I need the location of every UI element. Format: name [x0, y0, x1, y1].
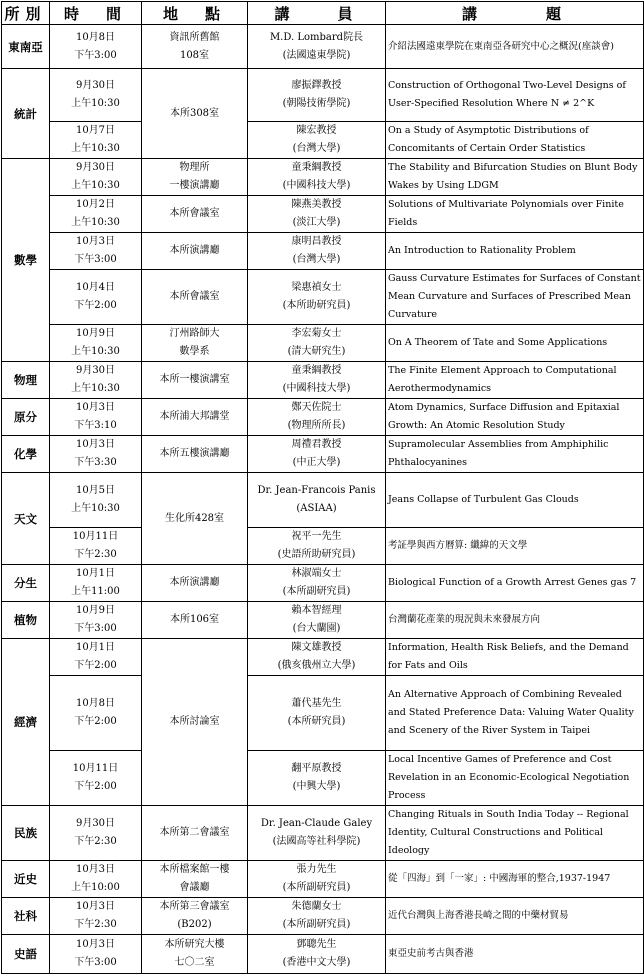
speaker-affiliation: (本所副研究員): [282, 919, 351, 930]
hour-text: 上午11:00: [71, 586, 120, 597]
speaker-cell: [248, 122, 386, 159]
lecture-title: An Introduction to Rationality Problem: [386, 233, 644, 270]
time-cell: [50, 935, 142, 974]
table-row: [2, 806, 644, 861]
table-row: [2, 639, 644, 676]
speaker-name: 鄭天佐院士: [291, 402, 342, 413]
hour-text: 下午3:10: [74, 420, 117, 431]
date-text: 10月8日: [75, 698, 116, 709]
date-text: 10月3日: [75, 939, 116, 950]
place-line: 本所演講廳: [169, 577, 220, 588]
lecture-title: 近代台灣與上海香港長崎之間的中藥材貿易: [386, 898, 644, 935]
place-cell: [142, 362, 248, 399]
speaker-cell: [248, 528, 386, 565]
field-cell: 原分: [2, 399, 50, 436]
speaker-affiliation: (台灣大學): [292, 254, 341, 265]
speaker-cell: [248, 436, 386, 473]
table-row: [2, 935, 644, 974]
place-line: 會議廳: [179, 882, 210, 893]
date-text: 10月9日: [75, 328, 116, 339]
hour-text: 上午10:00: [71, 882, 120, 893]
speaker-affiliation: (本所研究員): [287, 716, 346, 727]
speaker-affiliation: (台大蘭園): [292, 623, 341, 634]
lecture-title: Changing Rituals in South India Today -- Regional Identity, Cultural Constructions and Political Ideology: [386, 806, 644, 861]
date-text: 10月1日: [75, 642, 116, 653]
field-cell: 統計: [2, 69, 50, 159]
time-cell: [50, 898, 142, 935]
place-cell: [142, 399, 248, 436]
hour-text: 下午2:30: [74, 836, 117, 847]
speaker-cell: [248, 325, 386, 362]
place-line: 本所106室: [169, 614, 220, 625]
field-cell: 分生: [2, 565, 50, 602]
lecture-title: 從「四海」到「一家」: 中國海軍的整合,1937-1947: [386, 861, 644, 898]
hour-text: 上午10:30: [71, 98, 120, 109]
header-place: 地 點: [142, 2, 248, 25]
lecture-title: On A Theorem of Tate and Some Applications: [386, 325, 644, 362]
table-body: [2, 25, 644, 974]
header-field: 所別: [2, 2, 50, 25]
field-cell: 史語: [2, 935, 50, 974]
hour-text: 下午3:00: [74, 623, 117, 634]
speaker-name: 林淑端女士: [291, 568, 342, 579]
speaker-name: 張力先生: [296, 864, 337, 875]
speaker-affiliation: (本所副研究員): [282, 586, 351, 597]
header-title: 講 題: [386, 2, 644, 25]
table-row: [2, 751, 644, 806]
place-line: 本所演講廳: [169, 245, 220, 256]
speaker-affiliation: (中正大學): [292, 457, 341, 468]
place-cell: [142, 69, 248, 159]
speaker-name: 朱德蘭女士: [291, 901, 342, 912]
hour-text: 下午2:00: [74, 781, 117, 792]
time-cell: [50, 602, 142, 639]
table-row: [2, 25, 644, 69]
field-cell: 經濟: [2, 639, 50, 806]
speaker-name: 蕭代基先生: [291, 698, 342, 709]
lecture-schedule-table: [1, 1, 644, 974]
place-cell: [142, 25, 248, 69]
time-cell: [50, 806, 142, 861]
field-cell: 植物: [2, 602, 50, 639]
time-cell: [50, 528, 142, 565]
speaker-name: 童秉綱教授: [291, 365, 342, 376]
speaker-cell: [248, 69, 386, 122]
speaker-name: 祝平一先生: [291, 531, 342, 542]
speaker-cell: [248, 639, 386, 676]
date-text: 10月3日: [75, 439, 116, 450]
speaker-name: 陳燕美教授: [291, 199, 342, 210]
time-cell: [50, 69, 142, 122]
speaker-cell: [248, 399, 386, 436]
speaker-name: 周禮君教授: [291, 439, 342, 450]
place-line: 七〇二室: [174, 957, 215, 968]
speaker-affiliation: (史語所助研究員): [277, 549, 356, 560]
date-text: 10月7日: [75, 125, 116, 136]
time-cell: [50, 159, 142, 196]
place-line: 數學系: [179, 346, 210, 357]
place-line: 物理所: [179, 162, 210, 173]
speaker-name: Dr. Jean-Claude Galey: [260, 818, 373, 829]
speaker-affiliation: (朝陽技術學院): [282, 98, 351, 109]
place-cell: [142, 861, 248, 898]
speaker-affiliation: (俄亥俄州立大學): [277, 660, 356, 671]
time-cell: [50, 362, 142, 399]
time-cell: [50, 861, 142, 898]
lecture-title: Atom Dynamics, Surface Diffusion and Epitaxial Growth: An Atomic Resolution Study: [386, 399, 644, 436]
table-row: [2, 270, 644, 325]
lecture-title: 考証學與西方曆算: 纖緯的天文學: [386, 528, 644, 565]
time-cell: [50, 25, 142, 69]
speaker-affiliation: (台灣大學): [292, 143, 341, 154]
hour-text: 上午10:30: [71, 143, 120, 154]
time-cell: [50, 325, 142, 362]
hour-text: 上午10:30: [71, 217, 120, 228]
table-row: [2, 676, 644, 751]
hour-text: 下午2:00: [74, 300, 117, 311]
time-cell: [50, 270, 142, 325]
speaker-name: 廖振鐸教授: [291, 80, 342, 91]
table-row: [2, 473, 644, 528]
speaker-affiliation: (本所副研究員): [282, 882, 351, 893]
lecture-title: The Stability and Bifurcation Studies on Blunt Body Wakes by Using LDGM: [386, 159, 644, 196]
lecture-title: Construction of Orthogonal Two-Level Designs of User-Specified Resolution Where N ≠ 2^K: [386, 69, 644, 122]
place-line: 本所會議室: [169, 291, 220, 302]
hour-text: 下午2:00: [74, 716, 117, 727]
hour-text: 下午2:30: [74, 919, 117, 930]
speaker-cell: [248, 676, 386, 751]
field-cell: 東南亞: [2, 25, 50, 69]
speaker-affiliation: (清大研究生): [287, 346, 346, 357]
speaker-cell: [248, 898, 386, 935]
date-text: 10月3日: [75, 864, 116, 875]
hour-text: 下午3:00: [74, 49, 117, 61]
lecture-title: An Alternative Approach of Combining Revealed and Stated Preference Data: Valuing Water Quality and Scenery of the River System in Taipei: [386, 676, 644, 751]
time-cell: [50, 122, 142, 159]
place-line: 生化所428室: [164, 512, 225, 524]
lecture-title: Gauss Curvature Estimates for Surfaces of Constant Mean Curvature and Surfaces of Prescribed Mean Curvature: [386, 270, 644, 325]
date-text: 10月9日: [75, 605, 116, 616]
table-row: [2, 565, 644, 602]
speaker-cell: [248, 233, 386, 270]
hour-text: 下午2:00: [74, 660, 117, 671]
lecture-title: Biological Function of a Growth Arrest Genes gas 7: [386, 565, 644, 602]
hour-text: 下午2:30: [74, 549, 117, 560]
place-cell: [142, 473, 248, 565]
table-row: [2, 159, 644, 196]
lecture-title: Jeans Collapse of Turbulent Gas Clouds: [386, 473, 644, 528]
field-cell: 物理: [2, 362, 50, 399]
place-line: 本所研究大樓: [164, 939, 225, 950]
time-cell: [50, 565, 142, 602]
place-line: 本所308室: [169, 107, 220, 119]
speaker-name: 陳文雄教授: [291, 642, 342, 653]
place-line: 資訊所舊館: [169, 31, 220, 43]
lecture-title: The Finite Element Approach to Computational Aerothermodynamics: [386, 362, 644, 399]
speaker-name: 童秉綱教授: [291, 162, 342, 173]
field-cell: 社科: [2, 898, 50, 935]
field-cell: 民族: [2, 806, 50, 861]
place-line: 本所討論室: [169, 716, 220, 727]
header-row: [2, 2, 644, 25]
hour-text: 上午10:30: [71, 503, 120, 514]
hour-text: 上午10:30: [71, 383, 120, 394]
speaker-cell: [248, 751, 386, 806]
speaker-name: Dr. Jean-Francois Panis: [257, 485, 376, 496]
place-line: (B202): [177, 919, 212, 930]
table-row: [2, 196, 644, 233]
table-row: [2, 122, 644, 159]
lecture-title: Local Incentive Games of Preference and Cost Revelation in an Economic-Ecological Negotiation Process: [386, 751, 644, 806]
hour-text: 上午10:30: [71, 180, 120, 191]
place-line: 本所五樓演講廳: [159, 448, 230, 459]
speaker-affiliation: (法國高等社科學院): [272, 836, 361, 847]
time-cell: [50, 473, 142, 528]
speaker-affiliation: (中國科技大學): [282, 180, 351, 191]
speaker-affiliation: (法國遠東學院): [282, 49, 351, 61]
place-line: 汀州路師大: [169, 328, 220, 339]
place-cell: [142, 325, 248, 362]
date-text: 10月8日: [75, 31, 116, 43]
speaker-name: M.D. Lombard院長: [269, 31, 364, 43]
date-text: 9月30日: [75, 162, 116, 173]
header-speaker: 講 員: [248, 2, 386, 25]
date-text: 9月30日: [75, 818, 116, 829]
hour-text: 下午3:00: [74, 254, 117, 265]
date-text: 10月5日: [75, 485, 116, 496]
date-text: 10月3日: [75, 901, 116, 912]
table-row: [2, 528, 644, 565]
lecture-title: On a Study of Asymptotic Distributions of Concomitants of Certain Order Statistics: [386, 122, 644, 159]
speaker-affiliation: (本所助研究員): [282, 300, 351, 311]
date-text: 9月30日: [75, 365, 116, 376]
speaker-affiliation: (物理所所長): [287, 420, 346, 431]
date-text: 9月30日: [75, 80, 116, 91]
lecture-title: 東亞史前考古與香港: [386, 935, 644, 974]
speaker-affiliation: (中興大學): [292, 781, 341, 792]
time-cell: [50, 676, 142, 751]
speaker-name: 李宏菊女士: [291, 328, 342, 339]
table-row: [2, 898, 644, 935]
place-line: 108室: [179, 49, 210, 61]
place-line: 本所檔案館一樓: [159, 864, 230, 875]
table-row: [2, 436, 644, 473]
speaker-cell: [248, 270, 386, 325]
speaker-affiliation: (ASIAA): [296, 503, 337, 514]
table-row: [2, 362, 644, 399]
hour-text: 上午10:30: [71, 346, 120, 357]
speaker-cell: [248, 196, 386, 233]
table-row: [2, 602, 644, 639]
lecture-title: Supramolecular Assemblies from Amphiphilic Phthalocyanines: [386, 436, 644, 473]
speaker-cell: [248, 565, 386, 602]
place-cell: [142, 436, 248, 473]
speaker-name: 梁惠禎女士: [291, 282, 342, 293]
field-cell: 化學: [2, 436, 50, 473]
place-line: 一樓演講廳: [169, 180, 220, 191]
speaker-cell: [248, 602, 386, 639]
place-cell: [142, 233, 248, 270]
time-cell: [50, 436, 142, 473]
table-row: [2, 861, 644, 898]
date-text: 10月11日: [72, 531, 119, 542]
place-line: 本所一樓演講室: [159, 374, 230, 385]
table-row: [2, 69, 644, 122]
speaker-affiliation: (淡江大學): [292, 217, 341, 228]
field-cell: 天文: [2, 473, 50, 565]
speaker-cell: [248, 25, 386, 69]
table-row: [2, 233, 644, 270]
speaker-cell: [248, 861, 386, 898]
place-line: 本所第三會議室: [159, 901, 230, 912]
lecture-title: Solutions of Multivariate Polynomials over Finite Fields: [386, 196, 644, 233]
place-cell: [142, 602, 248, 639]
time-cell: [50, 751, 142, 806]
date-text: 10月3日: [75, 402, 116, 413]
time-cell: [50, 233, 142, 270]
date-text: 10月3日: [75, 236, 116, 247]
hour-text: 下午3:00: [74, 957, 117, 968]
place-cell: [142, 565, 248, 602]
speaker-name: 康明昌教授: [291, 236, 342, 247]
date-text: 10月1日: [75, 568, 116, 579]
place-line: 本所會議室: [169, 208, 220, 219]
place-cell: [142, 935, 248, 974]
speaker-cell: [248, 159, 386, 196]
speaker-name: 賴本智經理: [291, 605, 342, 616]
header-time: 時 間: [50, 2, 142, 25]
date-text: 10月4日: [75, 282, 116, 293]
table-row: [2, 325, 644, 362]
place-cell: [142, 196, 248, 233]
speaker-cell: [248, 935, 386, 974]
time-cell: [50, 639, 142, 676]
date-text: 10月11日: [72, 763, 119, 774]
place-line: 本所第二會議室: [159, 827, 230, 838]
table-row: [2, 399, 644, 436]
time-cell: [50, 196, 142, 233]
speaker-name: 鄧聰先生: [296, 939, 337, 950]
place-cell: [142, 159, 248, 196]
time-cell: [50, 399, 142, 436]
speaker-cell: [248, 806, 386, 861]
place-cell: [142, 898, 248, 935]
place-cell: [142, 270, 248, 325]
field-cell: 數學: [2, 159, 50, 362]
place-cell: [142, 639, 248, 806]
speaker-cell: [248, 473, 386, 528]
speaker-name: 翻平原教授: [291, 763, 342, 774]
date-text: 10月2日: [75, 199, 116, 210]
lecture-title: Information, Health Risk Beliefs, and the Demand for Fats and Oils: [386, 639, 644, 676]
hour-text: 下午3:30: [74, 457, 117, 468]
speaker-affiliation: (香港中文大學): [282, 957, 351, 968]
place-cell: [142, 806, 248, 861]
speaker-cell: [248, 362, 386, 399]
lecture-title: 台灣蘭花產業的現況與未來發展方向: [386, 602, 644, 639]
lecture-title: 介紹法國遠東學院在東南亞各研究中心之概況(座談會): [386, 25, 644, 69]
place-line: 本所浦大邦講堂: [159, 411, 230, 422]
speaker-name: 陳宏教授: [296, 125, 337, 136]
speaker-affiliation: (中國科技大學): [282, 383, 351, 394]
field-cell: 近史: [2, 861, 50, 898]
